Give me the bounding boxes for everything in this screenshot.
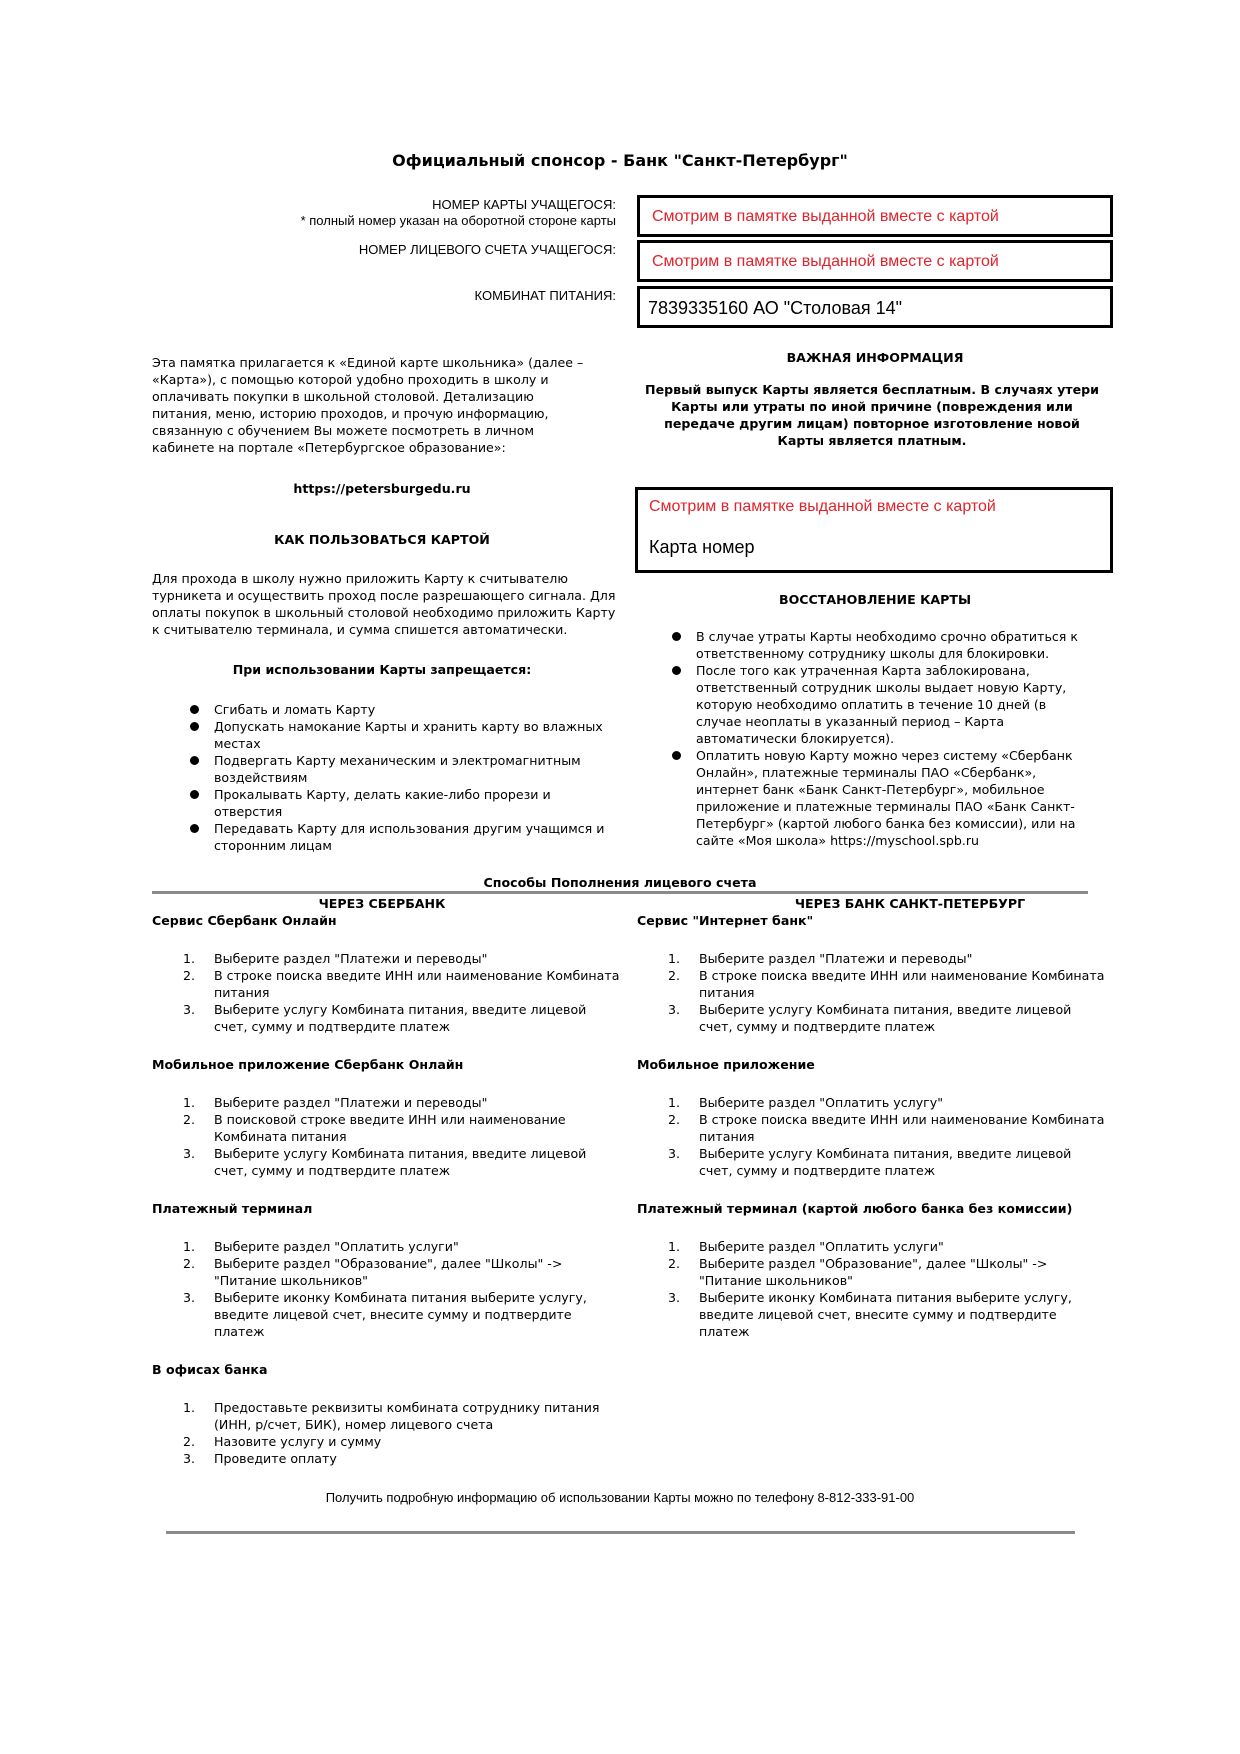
important-heading: ВАЖНАЯ ИНФОРМАЦИЯ: [786, 350, 964, 365]
list-item: 3. Выберите иконку Комбината питания выберите услугу, введите лицевой счет, внесите сумму и подтвердите платеж: [183, 1290, 587, 1339]
list-item: 1. Выберите раздел "Платежи и переводы": [183, 1095, 488, 1110]
important-text: Первый выпуск Карты является бесплатным. В случаях утери Карты или утраты по иной причине (повреждения или передаче другим лицам) повторное изготовление новой Карты является платным.: [645, 382, 1099, 448]
list-item: 3. Выберите услугу Комбината питания, введите лицевой счет, сумму и подтвердите платеж: [183, 1002, 587, 1034]
card-number-label: [150, 197, 616, 229]
page-title: Официальный спонсор - Банк "Санкт-Петербург": [392, 151, 848, 170]
sber-column-heading: ЧЕРЕЗ СБЕРБАНК: [318, 896, 446, 911]
list-item: После того как утраченная Карта заблокирована, ответственный сотрудник школы выдает новую Карту, которую необходимо оплатить в течение 10 дней (в случае неоплаты в указанный период – Карта автоматически блокируется).: [668, 662, 1092, 747]
account-number-field: [637, 240, 1113, 282]
list-item: 3. Выберите услугу Комбината питания, введите лицевой счет, сумму и подтвердите платеж: [183, 1146, 587, 1178]
list-item: 2. В поисковой строке введите ИНН или наименование Комбината питания: [183, 1112, 566, 1144]
list-item: 2. Выберите раздел "Образование", далее "Школы" -> "Питание школьников": [183, 1256, 563, 1288]
list-item: 3. Выберите иконку Комбината питания выберите услугу, введите лицевой счет, внесите сумму и подтвердите платеж: [668, 1290, 1072, 1339]
steps-list: [152, 1399, 622, 1467]
list-item: Прокалывать Карту, делать какие-либо прорези и отверстия: [186, 786, 606, 820]
steps-list: [637, 950, 1107, 1035]
footer-contact: Получить подробную информацию об использовании Карты можно по телефону 8-812-333-91-00: [325, 1490, 915, 1505]
list-item: 1. Выберите раздел "Оплатить услуги": [183, 1239, 459, 1254]
section-title: В офисах банка: [152, 1362, 268, 1377]
payment-divider: [152, 891, 1088, 894]
list-item: Передавать Карту для использования другим учащимся и сторонним лицам: [186, 820, 606, 854]
kombinat-label: КОМБИНАТ ПИТАНИЯ:: [474, 288, 616, 303]
card-info-hint: Смотрим в памятке выданной вместе с картой: [649, 498, 996, 515]
kombinat-field: [637, 286, 1113, 328]
how-to-heading: КАК ПОЛЬЗОВАТЬСЯ КАРТОЙ: [274, 532, 490, 547]
how-to-text: Для прохода в школу нужно приложить Карту к считывателю турникета и осуществить проход после разрешающего сигнала. Для оплаты покупок в школьный столовой необходимо приложить Карту к считывателю терминала, и сумма спишется автоматически.: [152, 571, 616, 637]
list-item: 2. В строке поиска введите ИНН или наименование Комбината питания: [668, 968, 1105, 1000]
card-number-label-text: НОМЕР КАРТЫ УЧАЩЕГОСЯ:: [432, 197, 616, 212]
list-item: 2. В строке поиска введите ИНН или наименование Комбината питания: [668, 1112, 1105, 1144]
list-item: 3. Выберите услугу Комбината питания, введите лицевой счет, сумму и подтвердите платеж: [668, 1002, 1072, 1034]
list-item: 3. Проведите оплату: [183, 1451, 337, 1466]
steps-list: [152, 950, 622, 1035]
steps-list: [637, 1094, 1107, 1179]
list-item: 2. Назовите услугу и сумму: [183, 1434, 382, 1449]
bspb-column-heading: ЧЕРЕЗ БАНК САНКТ-ПЕТЕРБУРГ: [794, 896, 1026, 911]
section-title: Платежный терминал (картой любого банка без комиссии): [637, 1201, 1073, 1216]
list-item: Сгибать и ломать Карту: [186, 701, 606, 718]
account-number-label: НОМЕР ЛИЦЕВОГО СЧЕТА УЧАЩЕГОСЯ:: [358, 242, 616, 257]
portal-link[interactable]: https://petersburgedu.ru: [293, 481, 471, 496]
list-item: 1. Выберите раздел "Оплатить услугу": [668, 1095, 944, 1110]
list-item: 3. Выберите услугу Комбината питания, введите лицевой счет, сумму и подтвердите платеж: [668, 1146, 1072, 1178]
section-title: Мобильное приложение Сбербанк Онлайн: [152, 1057, 464, 1072]
kombinat-value: 7839335160 АО "Столовая 14": [648, 298, 903, 318]
list-item: Оплатить новую Карту можно через систему «Сбербанк Онлайн», платежные терминалы ПАО «Сбербанк», интернет банк «Банк Санкт-Петербург», мобильное приложение и платежные терминалы ПАО «Банк Санкт-Петербург» (картой любого банка без комиссии), или на сайте «Моя школа» https://myschool.spb.ru: [668, 747, 1092, 849]
sber-column: [152, 913, 622, 1467]
bspb-column: [637, 913, 1107, 1340]
steps-list: [637, 1238, 1107, 1340]
list-item: 1. Выберите раздел "Платежи и переводы": [668, 951, 973, 966]
restore-heading: ВОССТАНОВЛЕНИЕ КАРТЫ: [778, 592, 971, 607]
intro-text: Эта памятка прилагается к «Единой карте школьника» (далее – «Карта»), с помощью которой удобно проходить в школу и оплачивать покупки в школьной столовой. Детализацию питания, меню, историю проходов, и прочую информацию, связанную с обучением Вы можете посмотреть в личном кабинете на портале «Петербургское образование»:: [152, 355, 584, 455]
card-number-note: * полный номер указан на оборотной стороне карты: [300, 213, 616, 228]
section-title: Платежный терминал: [152, 1201, 313, 1216]
list-item: Подвергать Карту механическим и электромагнитным воздействиям: [186, 752, 606, 786]
list-item: 1. Предоставьте реквизиты комбината сотруднику питания (ИНН, р/счет, БИК), номер лицевого счета: [183, 1400, 600, 1432]
footer-divider: [166, 1531, 1075, 1534]
card-info-label: Карта номер: [649, 537, 755, 557]
steps-list: [152, 1094, 622, 1179]
list-item: 1. Выберите раздел "Оплатить услуги": [668, 1239, 944, 1254]
list-item: Допускать намокание Карты и хранить карту во влажных местах: [186, 718, 606, 752]
forbidden-heading: При использовании Карты запрещается:: [232, 662, 532, 677]
list-item: 2. Выберите раздел "Образование", далее "Школы" -> "Питание школьников": [668, 1256, 1048, 1288]
account-number-value: Смотрим в памятке выданной вместе с картой: [652, 253, 999, 270]
card-number-value: Смотрим в памятке выданной вместе с картой: [652, 208, 999, 225]
steps-list: [152, 1238, 622, 1340]
list-item: 1. Выберите раздел "Платежи и переводы": [183, 951, 488, 966]
forbidden-list: [186, 701, 606, 854]
card-info-box: [635, 487, 1113, 573]
card-number-field: [637, 195, 1113, 237]
restore-list: [668, 628, 1092, 849]
section-title: Мобильное приложение: [637, 1057, 815, 1072]
list-item: В случае утраты Карты необходимо срочно обратиться к ответственному сотруднику школы для блокировки.: [668, 628, 1092, 662]
payment-heading: Способы Пополнения лицевого счета: [483, 875, 757, 890]
list-item: 2. В строке поиска введите ИНН или наименование Комбината питания: [183, 968, 620, 1000]
section-title: Сервис Сбербанк Онлайн: [152, 913, 337, 928]
section-title: Сервис "Интернет банк": [637, 913, 814, 928]
